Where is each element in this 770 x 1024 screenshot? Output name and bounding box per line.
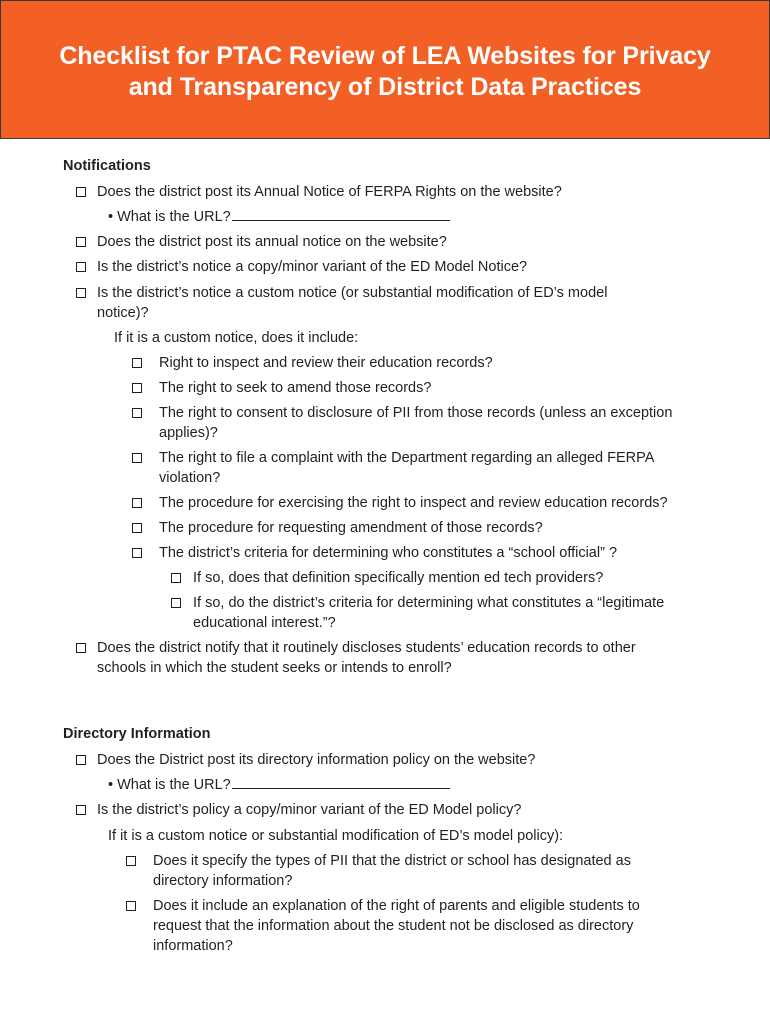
checkbox[interactable] (132, 453, 142, 463)
item-label: The right to seek to amend those records? (159, 380, 432, 396)
item-label: Right to inspect and review their education records? (159, 355, 493, 371)
url-label: • What is the URL? (108, 777, 231, 793)
checkbox[interactable] (132, 358, 142, 368)
checkbox[interactable] (76, 262, 86, 272)
item-label-line-2: notice)? (97, 305, 149, 321)
checkbox[interactable] (76, 643, 86, 653)
title-line-1: Checklist for PTAC Review of LEA Websites for Privacy (59, 41, 711, 70)
item-label: The procedure for exercising the right to inspect and review education records? (159, 495, 668, 511)
item-label-line-1: Does the district notify that it routinely discloses students’ education records to other (97, 640, 636, 656)
item-label: Is the district’s policy a copy/minor variant of the ED Model policy? (97, 802, 522, 818)
item-label: If so, does that definition specifically mention ed tech providers? (193, 570, 604, 586)
custom-notice-intro: If it is a custom notice, does it include: (114, 330, 359, 346)
item-label: The district’s criteria for determining who constitutes a “school official” ? (159, 545, 618, 561)
url-blank[interactable] (232, 775, 450, 789)
item-label-line-1: The right to consent to disclosure of PII from those records (unless an exception (159, 405, 673, 421)
item-label-line-2: request that the information about the student not be disclosed as directory (153, 918, 634, 934)
item-label-line-1: Does it specify the types of PII that the district or school has designated as (153, 853, 631, 869)
checkbox[interactable] (76, 288, 86, 298)
custom-policy-intro: If it is a custom notice or substantial modification of ED’s model policy): (108, 828, 564, 844)
item-label-line-2: schools in which the student seeks or intends to enroll? (97, 660, 452, 676)
item-label: Is the district’s notice a copy/minor variant of the ED Model Notice? (97, 259, 528, 275)
url-label: • What is the URL? (108, 209, 231, 225)
checkbox[interactable] (76, 237, 86, 247)
item-label-line-3: information? (153, 938, 233, 954)
item-label: Does the district post its annual notice on the website? (97, 234, 447, 250)
checkbox[interactable] (126, 856, 136, 866)
item-label-line-2: educational interest.”? (193, 615, 336, 631)
item-label-line-1: If so, do the district’s criteria for determining what constitutes a “legitimate (193, 595, 665, 611)
item-label-line-2: violation? (159, 470, 221, 486)
item-label: The procedure for requesting amendment of those records? (159, 520, 543, 536)
title-line-2: and Transparency of District Data Practices (128, 72, 642, 101)
url-prompt (108, 775, 450, 795)
item-label-line-1: Does it include an explanation of the right of parents and eligible students to (153, 898, 640, 914)
checkbox[interactable] (171, 573, 181, 583)
item-label-line-2: applies)? (159, 425, 218, 441)
item-label: Does the district post its Annual Notice of FERPA Rights on the website? (97, 184, 562, 200)
checkbox[interactable] (132, 548, 142, 558)
checkbox[interactable] (76, 187, 86, 197)
checkbox[interactable] (126, 901, 136, 911)
item-label: Does the District post its directory information policy on the website? (97, 752, 536, 768)
section-heading-directory: Directory Information (63, 726, 211, 742)
checkbox[interactable] (132, 383, 142, 393)
checkbox[interactable] (132, 408, 142, 418)
item-label-line-1: The right to file a complaint with the Department regarding an alleged FERPA (159, 450, 655, 466)
checkbox[interactable] (76, 755, 86, 765)
checkbox[interactable] (76, 805, 86, 815)
checkbox[interactable] (132, 523, 142, 533)
section-heading-notifications: Notifications (63, 158, 151, 174)
checkbox[interactable] (171, 598, 181, 608)
checkbox[interactable] (132, 498, 142, 508)
url-prompt (108, 207, 450, 227)
item-label-line-2: directory information? (153, 873, 293, 889)
item-label-line-1: Is the district’s notice a custom notice (or substantial modification of ED’s model (97, 285, 608, 301)
url-blank[interactable] (232, 207, 450, 221)
